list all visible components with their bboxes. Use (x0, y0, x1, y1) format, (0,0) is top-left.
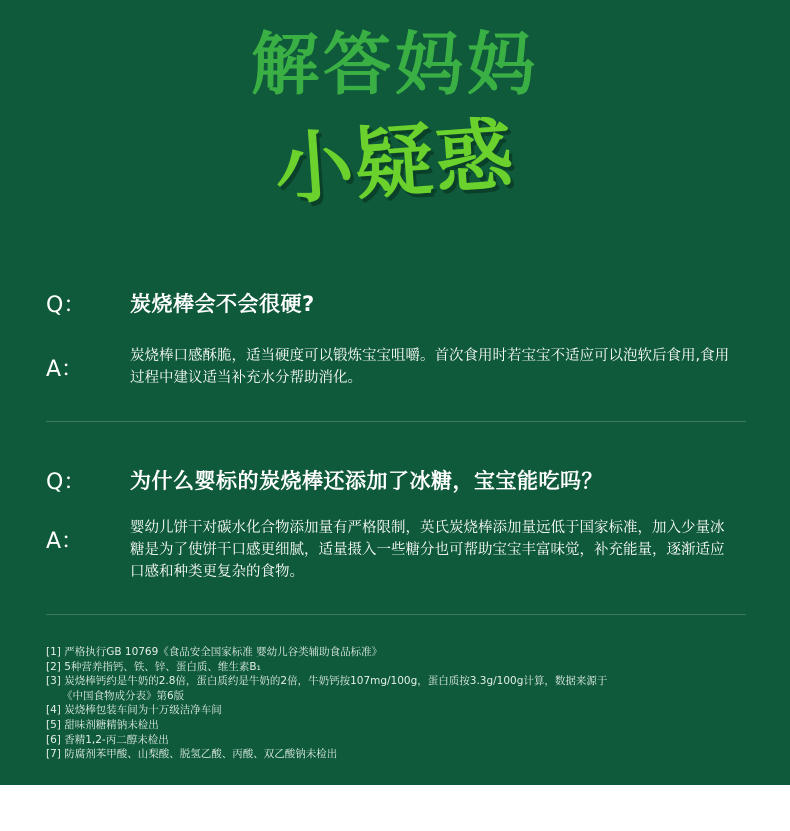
a-label-2: A： (46, 529, 84, 554)
footnotes (46, 645, 746, 762)
footnote-7: [7] 防腐剂苯甲酸、山梨酸、脱氢乙酸、丙酸、双乙酸钠未检出 (46, 748, 338, 761)
answer-2: 婴幼儿饼干对碳水化合物添加量有严格限制，英氏炭烧棒添加量远低于国家标准，加入少量冰糖是为了使饼干口感更细腻，适量摄入一些糖分也可帮助宝宝丰富味觉，补充能量，逐渐适应口感和种类更复杂的食物。 (130, 520, 725, 580)
footnote-1: [1] 严格执行GB 10769《食品安全国家标准 婴幼儿谷类辅助食品标准》 (46, 646, 383, 658)
footnote-4: [4] 炭烧棒包装车间为十万级洁净车间 (46, 704, 222, 717)
q-label-1: Q： (46, 293, 86, 318)
a-label-1: A： (46, 357, 84, 382)
question-1: 炭烧棒会不会很硬? (130, 292, 315, 316)
footnote-3-continued: 《中国食物成分表》第6版 (62, 689, 185, 702)
q-label-2: Q： (46, 470, 86, 495)
divider-1 (46, 421, 746, 422)
footnote-5: [5] 甜味剂糖精钠未检出 (46, 718, 159, 731)
divider-2 (46, 614, 746, 615)
question-2: 为什么婴标的炭烧棒还添加了冰糖，宝宝能吃吗？ (130, 469, 603, 493)
footnote-6: [6] 香精1,2-丙二醇未检出 (46, 733, 169, 746)
footnote-2: [2] 5种营养指钙、铁、锌、蛋白质、维生素B₁ (46, 660, 261, 673)
footnote-3: [3] 炭烧棒钙约是牛奶的2.8倍，蛋白质约是牛奶的2倍，牛奶钙按107mg/100g，蛋白质按3.3g/100g计算，数据来源于 (46, 675, 608, 688)
title-line-2: 小疑惑 (272, 109, 518, 217)
title-line-1: 解答妈妈 (250, 26, 539, 105)
answer-1: 炭烧棒口感酥脆，适当硬度可以锻炼宝宝咀嚼。首次食用时若宝宝不适应可以泡软后食用,食用过程中建议适当补充水分帮助消化。 (130, 348, 730, 386)
